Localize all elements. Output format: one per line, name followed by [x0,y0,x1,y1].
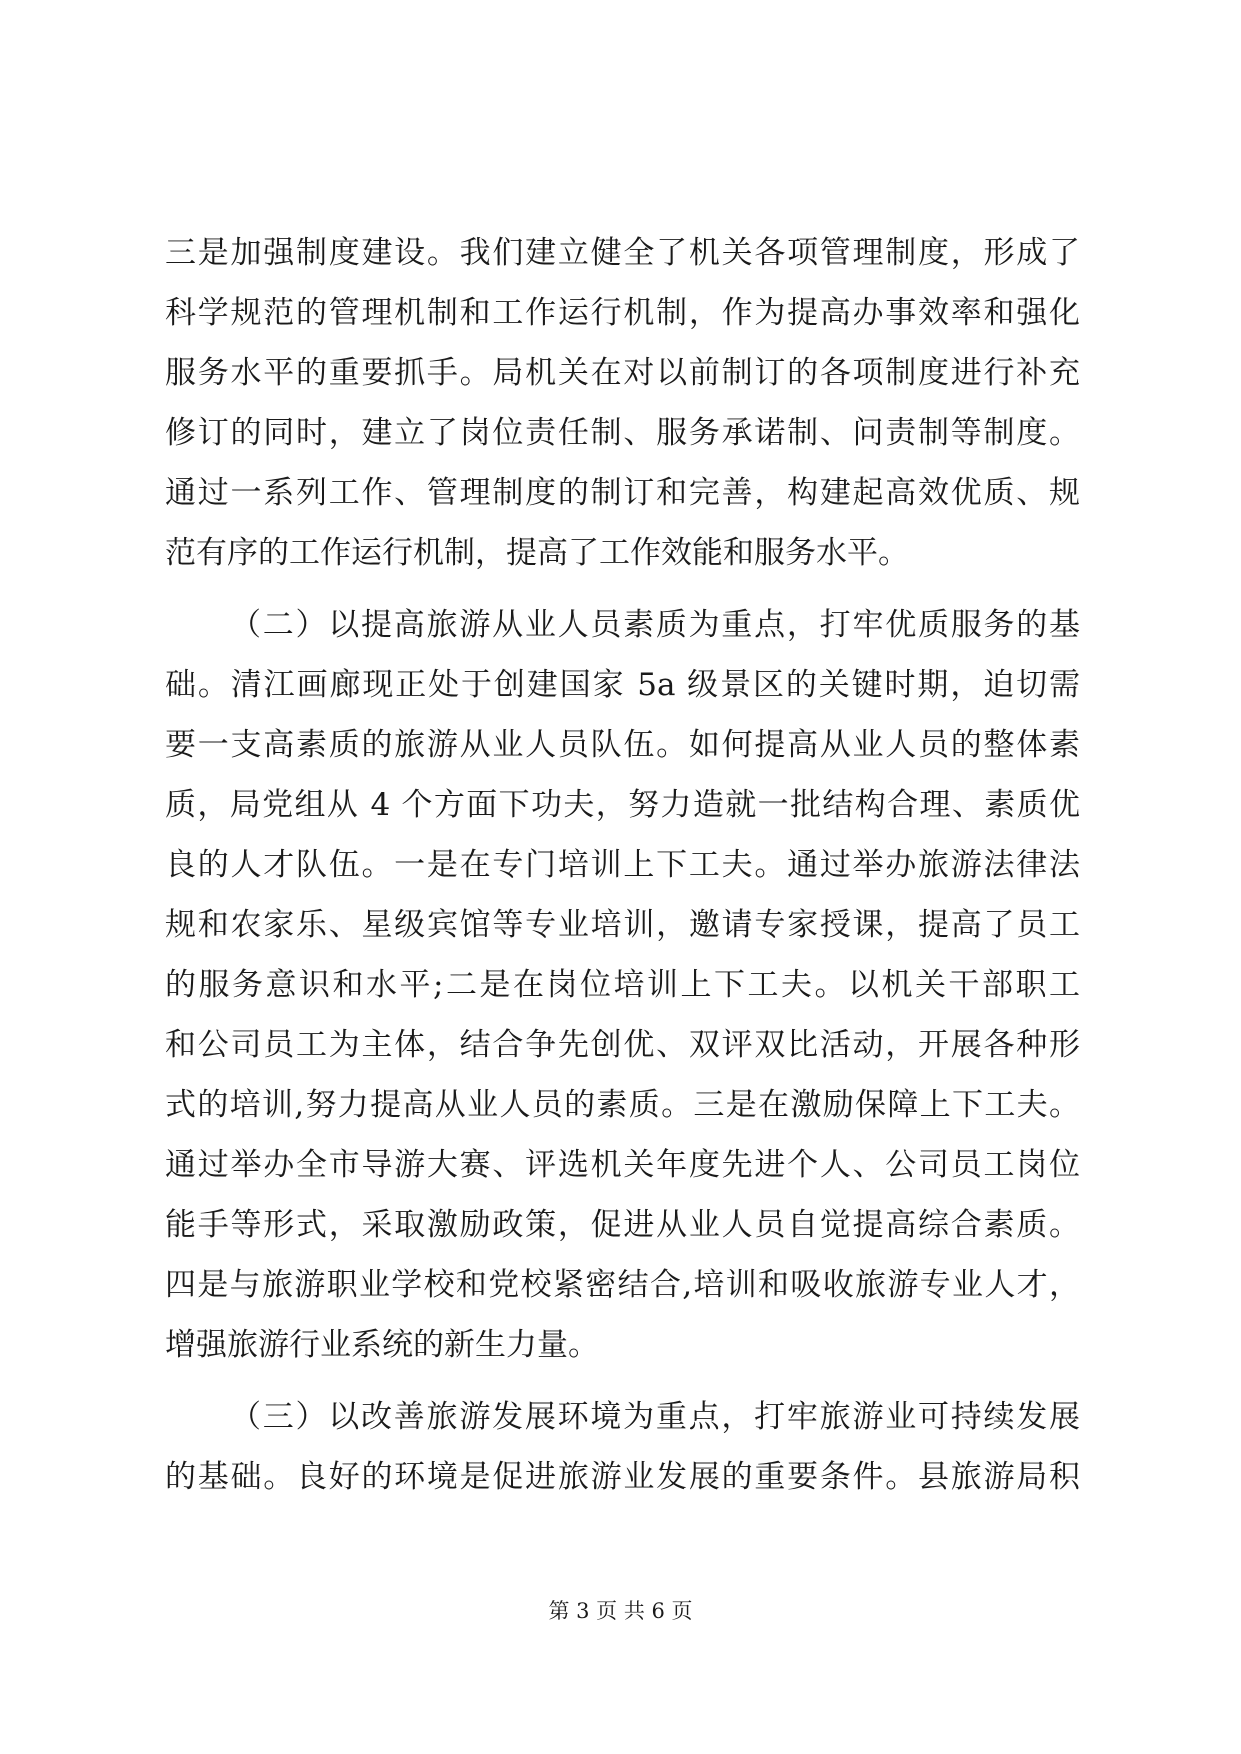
text-line: 良的人才队伍。一是在专门培训上下工夫。通过举办旅游法律法 [165,847,1080,883]
paragraph-heading-line: （三）以改善旅游发展环境为重点，打牢旅游业可持续发展 [230,1399,1080,1435]
text-line: 服务水平的重要抓手。局机关在对以前制订的各项制度进行补充 [165,355,1080,391]
text-line: 要一支高素质的旅游从业人员队伍。如何提高从业人员的整体素 [165,727,1080,763]
text-line: 规和农家乐、星级宾馆等专业培训，邀请专家授课，提高了员工 [165,907,1080,943]
text-line: 范有序的工作运行机制，提高了工作效能和服务水平。 [165,535,909,571]
text-line: 础。清江画廊现正处于创建国家 5a 级景区的关键时期，迫切需 [165,667,1080,703]
text-line: 能手等形式，采取激励政策，促进从业人员自觉提高综合素质。 [165,1207,1080,1243]
text-line: 通过举办全市导游大赛、评选机关年度先进个人、公司员工岗位 [165,1147,1080,1183]
text-line: 和公司员工为主体，结合争先创优、双评双比活动，开展各种形 [165,1027,1080,1063]
text-line: 科学规范的管理机制和工作运行机制，作为提高办事效率和强化 [165,295,1080,331]
page-number-footer: 第 3 页 共 6 页 [548,1599,693,1623]
text-line: 四是与旅游职业学校和党校紧密结合,培训和吸收旅游专业人才， [165,1267,1080,1303]
text-line: 三是加强制度建设。我们建立健全了机关各项管理制度，形成了 [165,235,1080,271]
text-line: 式的培训,努力提高从业人员的素质。三是在激励保障上下工夫。 [165,1087,1080,1123]
text-line: 的服务意识和水平;二是在岗位培训上下工夫。以机关干部职工 [165,967,1080,1003]
text-line: 修订的同时，建立了岗位责任制、服务承诺制、问责制等制度。 [165,415,1080,451]
paragraph-heading-line: （二）以提高旅游从业人员素质为重点，打牢优质服务的基 [230,607,1080,643]
text-line: 通过一系列工作、管理制度的制订和完善，构建起高效优质、规 [165,475,1080,511]
text-line: 的基础。良好的环境是促进旅游业发展的重要条件。县旅游局积 [165,1459,1080,1495]
text-line: 质，局党组从 4 个方面下功夫，努力造就一批结构合理、素质优 [165,787,1080,823]
text-line: 增强旅游行业系统的新生力量。 [165,1327,599,1363]
